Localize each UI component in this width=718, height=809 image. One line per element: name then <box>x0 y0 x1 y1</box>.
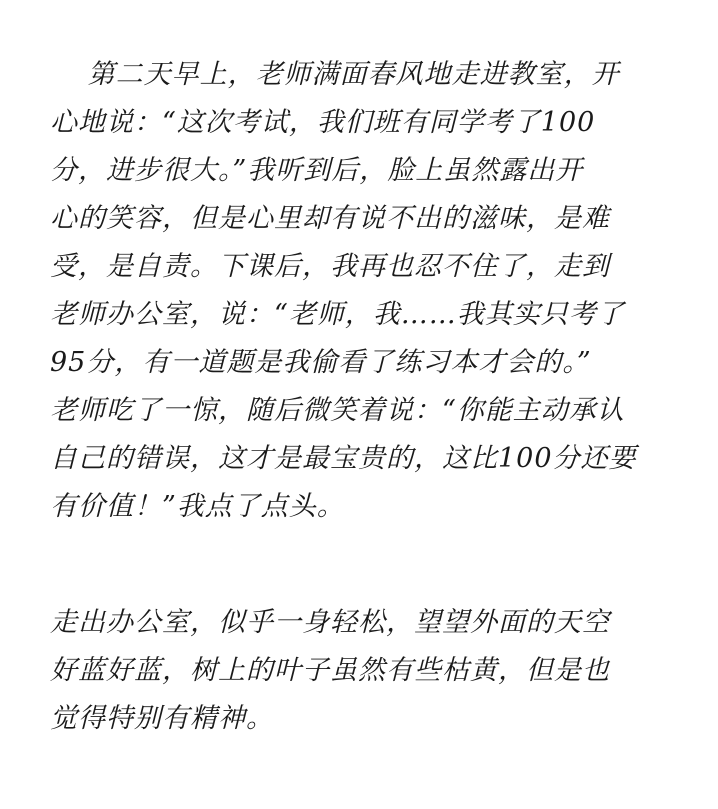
paragraph-line: 走出办公室，似乎一身轻松，望望外面的天空 <box>50 607 610 638</box>
paragraph-2 <box>50 599 680 743</box>
paragraph-line: 心的笑容，但是心里却有说不出的滋味，是难 <box>50 203 610 234</box>
paragraph-line: 心地说：“这次考试，我们班有同学考了100 <box>50 107 596 138</box>
paragraph-1 <box>50 51 680 531</box>
paragraph-line: 有价值！”我点了点头。 <box>50 491 345 522</box>
paragraph-line: 老师办公室，说：“老师，我……我其实只考了 <box>50 299 625 330</box>
paragraph-line: 分，进步很大。”我听到后，脸上虽然露出开 <box>50 155 584 186</box>
paragraph-line: 第二天早上，老师满面春风地走进教室，开 <box>50 59 620 90</box>
paragraph-line: 老师吃了一惊，随后微笑着说：“你能主动承认 <box>50 395 625 426</box>
paragraph-line: 觉得特别有精神。 <box>50 703 274 734</box>
paragraph-line: 95分，有一道题是我偷看了练习本才会的。” <box>50 347 592 378</box>
paragraph-line: 受，是自责。下课后，我再也忍不住了，走到 <box>50 251 610 282</box>
paragraph-line: 自己的错误，这才是最宝贵的，这比100分还要 <box>50 443 637 474</box>
paragraph-line: 好蓝好蓝，树上的叶子虽然有些枯黄，但是也 <box>50 655 610 686</box>
